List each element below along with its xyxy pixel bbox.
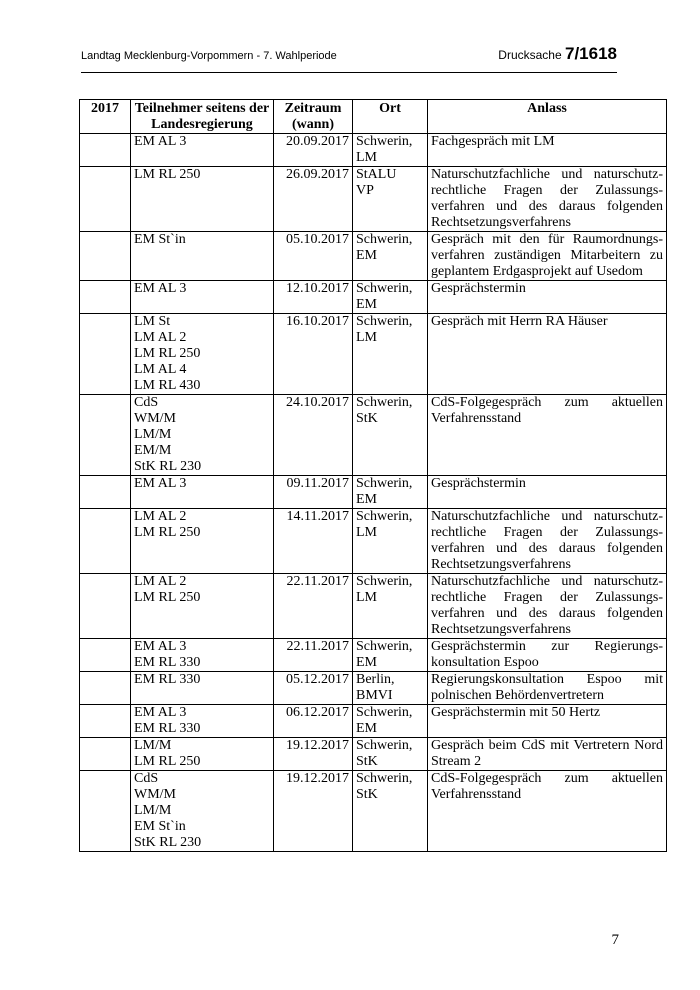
page-number: 7 [611, 932, 619, 948]
cell-teilnehmer: LM RL 250 [131, 167, 274, 232]
cell-zeitraum: 09.11.2017 [274, 476, 353, 509]
cell-zeitraum: 16.10.2017 [274, 314, 353, 395]
column-header-anlass: Anlass [428, 100, 667, 134]
cell-year [80, 134, 131, 167]
cell-ort: Schwerin, LM [353, 574, 428, 639]
cell-anlass: Gesprächstermin [428, 476, 667, 509]
meetings-table [79, 99, 667, 852]
table-row [80, 167, 667, 232]
cell-year [80, 314, 131, 395]
table-row [80, 738, 667, 771]
cell-teilnehmer: EM St`in [131, 232, 274, 281]
table-header-row [80, 100, 667, 134]
cell-teilnehmer: CdS WM/M LM/M EM/M StK RL 230 [131, 395, 274, 476]
cell-ort: StALU VP [353, 167, 428, 232]
cell-anlass: Gesprächstermin mit 50 Hertz [428, 705, 667, 738]
cell-year [80, 232, 131, 281]
cell-anlass: CdS-Folgegespräch zum aktuellen Verfahrensstand [428, 771, 667, 852]
column-header-zeitraum: Zeitraum (wann) [274, 100, 353, 134]
cell-ort: Schwerin, StK [353, 738, 428, 771]
cell-anlass: Gesprächstermin zur Regierungs-konsultation Espoo [428, 639, 667, 672]
table-row [80, 314, 667, 395]
column-header-teilnehmer: Teilnehmer seitens der Landesregierung [131, 100, 274, 134]
header-parliament-title: Landtag Mecklenburg-Vorpommern - 7. Wahlperiode [81, 50, 337, 62]
cell-year [80, 639, 131, 672]
cell-teilnehmer: EM AL 3 [131, 281, 274, 314]
table-row [80, 476, 667, 509]
table-row [80, 639, 667, 672]
cell-teilnehmer: LM/M LM RL 250 [131, 738, 274, 771]
table-row [80, 232, 667, 281]
cell-anlass: Naturschutzfachliche und naturschutz-rechtliche Fragen der Zulassungs-verfahren und des daraus folgenden Rechtsetzungsverfahrens [428, 167, 667, 232]
cell-ort: Schwerin, StK [353, 771, 428, 852]
cell-anlass: Naturschutzfachliche und naturschutz-rechtliche Fragen der Zulassungs-verfahren und des daraus folgenden Rechtsetzungsverfahrens [428, 574, 667, 639]
cell-year [80, 574, 131, 639]
cell-anlass: Gesprächstermin [428, 281, 667, 314]
cell-ort: Schwerin, EM [353, 232, 428, 281]
header-drucksache-number: 7/1618 [565, 44, 617, 63]
cell-anlass: Fachgespräch mit LM [428, 134, 667, 167]
cell-ort: Schwerin, StK [353, 395, 428, 476]
cell-year [80, 476, 131, 509]
cell-ort: Schwerin, EM [353, 705, 428, 738]
table-row [80, 574, 667, 639]
cell-ort: Schwerin, LM [353, 509, 428, 574]
cell-zeitraum: 26.09.2017 [274, 167, 353, 232]
cell-ort: Schwerin, EM [353, 476, 428, 509]
cell-year [80, 509, 131, 574]
cell-zeitraum: 22.11.2017 [274, 574, 353, 639]
cell-zeitraum: 05.10.2017 [274, 232, 353, 281]
page-header [81, 44, 617, 73]
cell-year [80, 281, 131, 314]
table-row [80, 509, 667, 574]
cell-teilnehmer: EM AL 3 [131, 134, 274, 167]
table-row [80, 705, 667, 738]
cell-zeitraum: 14.11.2017 [274, 509, 353, 574]
cell-zeitraum: 24.10.2017 [274, 395, 353, 476]
header-drucksache-label: Drucksache [498, 48, 562, 62]
cell-zeitraum: 20.09.2017 [274, 134, 353, 167]
cell-ort: Schwerin, EM [353, 281, 428, 314]
cell-zeitraum: 19.12.2017 [274, 771, 353, 852]
table-row [80, 672, 667, 705]
cell-anlass: Regierungskonsultation Espoo mit polnischen Behördenvertretern [428, 672, 667, 705]
cell-zeitraum: 06.12.2017 [274, 705, 353, 738]
cell-year [80, 672, 131, 705]
table-row [80, 134, 667, 167]
cell-teilnehmer: LM St LM AL 2 LM RL 250 LM AL 4 LM RL 430 [131, 314, 274, 395]
cell-ort: Schwerin, LM [353, 134, 428, 167]
column-header-ort: Ort [353, 100, 428, 134]
cell-zeitraum: 05.12.2017 [274, 672, 353, 705]
cell-year [80, 705, 131, 738]
cell-anlass: Naturschutzfachliche und naturschutz-rechtliche Fragen der Zulassungs-verfahren und des daraus folgenden Rechtsetzungsverfahrens [428, 509, 667, 574]
table-body [80, 134, 667, 852]
cell-year [80, 771, 131, 852]
header-document-number [498, 44, 617, 64]
cell-teilnehmer: EM AL 3 EM RL 330 [131, 705, 274, 738]
cell-year [80, 167, 131, 232]
cell-anlass: Gespräch beim CdS mit Vertretern Nord Stream 2 [428, 738, 667, 771]
cell-ort: Schwerin, EM [353, 639, 428, 672]
cell-ort: Berlin, BMVI [353, 672, 428, 705]
table-row [80, 281, 667, 314]
cell-anlass: Gespräch mit Herrn RA Häuser [428, 314, 667, 395]
cell-ort: Schwerin, LM [353, 314, 428, 395]
cell-teilnehmer: CdS WM/M LM/M EM St`in StK RL 230 [131, 771, 274, 852]
cell-anlass: Gespräch mit den für Raumordnungs-verfahren zuständigen Mitarbeitern zu geplantem Erdgasprojekt auf Usedom [428, 232, 667, 281]
cell-teilnehmer: EM AL 3 EM RL 330 [131, 639, 274, 672]
cell-anlass: CdS-Folgegespräch zum aktuellen Verfahrensstand [428, 395, 667, 476]
cell-zeitraum: 22.11.2017 [274, 639, 353, 672]
table-row [80, 771, 667, 852]
table-row [80, 395, 667, 476]
cell-teilnehmer: LM AL 2 LM RL 250 [131, 509, 274, 574]
cell-year [80, 395, 131, 476]
cell-teilnehmer: EM RL 330 [131, 672, 274, 705]
cell-teilnehmer: LM AL 2 LM RL 250 [131, 574, 274, 639]
cell-year [80, 738, 131, 771]
column-header-year: 2017 [80, 100, 131, 134]
cell-teilnehmer: EM AL 3 [131, 476, 274, 509]
cell-zeitraum: 12.10.2017 [274, 281, 353, 314]
cell-zeitraum: 19.12.2017 [274, 738, 353, 771]
